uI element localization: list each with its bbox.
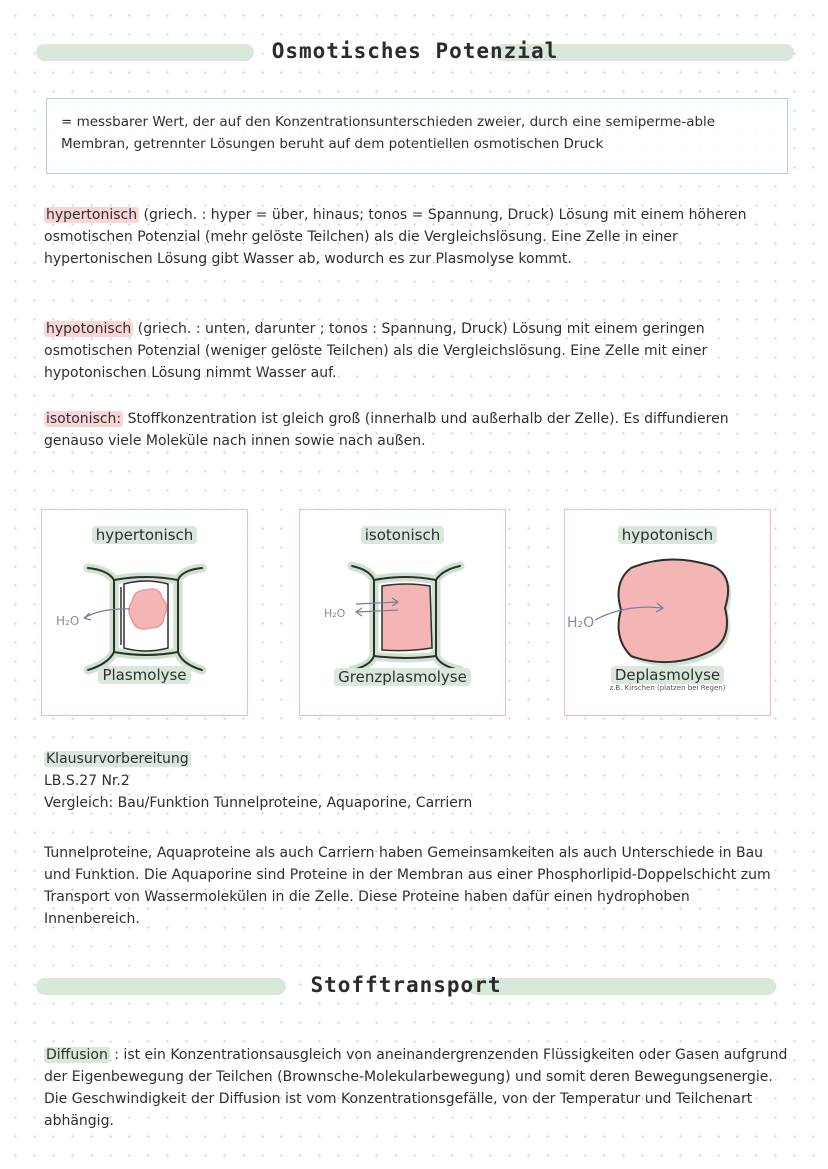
h2o-label: H₂O xyxy=(324,607,346,620)
diagram-hypotonisch xyxy=(564,509,771,716)
page-title: Osmotisches Potenzial xyxy=(271,39,559,63)
cell-plasmolysis-illustration xyxy=(42,510,249,717)
term-diffusion: Diffusion xyxy=(46,1047,108,1063)
diagram-caption: Grenzplasmolyse xyxy=(334,668,471,686)
h2o-label: H₂O xyxy=(56,614,80,628)
diagram-hypertonisch xyxy=(41,509,248,716)
text-isotonisch: Stoffkonzentration ist gleich groß (innerhalb und außerhalb der Zelle). Es diffundieren genauso viele Moleküle nach innen sowie nach außen. xyxy=(44,411,729,449)
paragraph-diffusion xyxy=(44,1044,788,1132)
exam-answer-text: Tunnelproteine, Aquaproteine als auch Carriern haben Gemeinsamkeiten als auch Unterschiede in Bau und Funktion. Die Aquaporine sind Proteine in der Membran aus einer Phosphorlipid-Doppelschicht zum Transport von Wassermolekülen in die Zelle. Diese Proteine haben dafür einen hydrophoben Innenbereich. xyxy=(44,845,771,927)
exam-prep-reference: LB.S.27 Nr.2 xyxy=(44,773,130,789)
term-isotonisch: isotonisch: xyxy=(46,411,122,427)
term-hypertonisch: hypertonisch xyxy=(46,207,138,223)
exam-prep-task: Vergleich: Bau/Funktion Tunnelproteine, Aquaporine, Carriern xyxy=(44,795,473,811)
paragraph-hypertonisch xyxy=(44,204,788,270)
text-diffusion: : ist ein Konzentrationsausgleich von aneinandergrenzenden Flüssigkeiten oder Gasen aufgrund der Eigenbewegung der Teilchen (Brownsche-Molekularbewegung) und somit deren Bewegungsenergie. Die Geschwindigkeit der Diffusion ist vom Konzentrationsgefälle, von der Temperatur und Teilchenart abhängig. xyxy=(44,1047,788,1129)
paragraph-hypotonisch xyxy=(44,318,788,384)
diagram-title: hypotonisch xyxy=(618,526,717,544)
text-hypotonisch: (griech. : unten, darunter ; tonos : Spannung, Druck) Lösung mit einem geringen osmotischen Potenzial (weniger gelöste Teilchen) als die Vergleichslösung. Eine Zelle mit einer hypotonischen Lösung nimmt Wasser auf. xyxy=(44,321,708,381)
exam-prep-block xyxy=(44,748,788,814)
term-hypotonisch: hypotonisch xyxy=(46,321,132,337)
h2o-label: H₂O xyxy=(567,615,595,631)
paragraph-isotonisch xyxy=(44,408,788,452)
exam-prep-heading: Klausurvorbereitung xyxy=(46,751,189,767)
definition-text: = messbarer Wert, der auf den Konzentrationsunterschieden zweier, durch eine semiperme-able Membran, getrennter Lösungen beruht auf dem potentiellen osmotischen Druck xyxy=(61,114,716,152)
diagram-note: z.B. Kirschen (platzen bei Regen) xyxy=(609,684,726,692)
diagram-isotonisch xyxy=(299,509,506,716)
diagram-title: hypertonisch xyxy=(92,526,198,544)
diagram-caption: Deplasmolyse xyxy=(611,666,724,684)
diagram-title: isotonisch xyxy=(361,526,444,544)
exam-answer-paragraph xyxy=(44,842,788,930)
definition-box xyxy=(46,98,788,174)
section-header-transport xyxy=(36,970,794,1000)
section-title: Stofftransport xyxy=(310,973,502,997)
diagram-caption: Plasmolyse xyxy=(98,666,190,684)
text-hypertonisch: (griech. : hyper = über, hinaus; tonos = Spannung, Druck) Lösung mit einem höheren osmotischen Potenzial (mehr gelöste Teilchen) als die Vergleichslösung. Eine Zelle in einer hypertonischen Lösung gibt Wasser ab, wodurch es zur Plasmolyse kommt. xyxy=(44,207,747,267)
section-header-osmotic xyxy=(36,36,794,66)
